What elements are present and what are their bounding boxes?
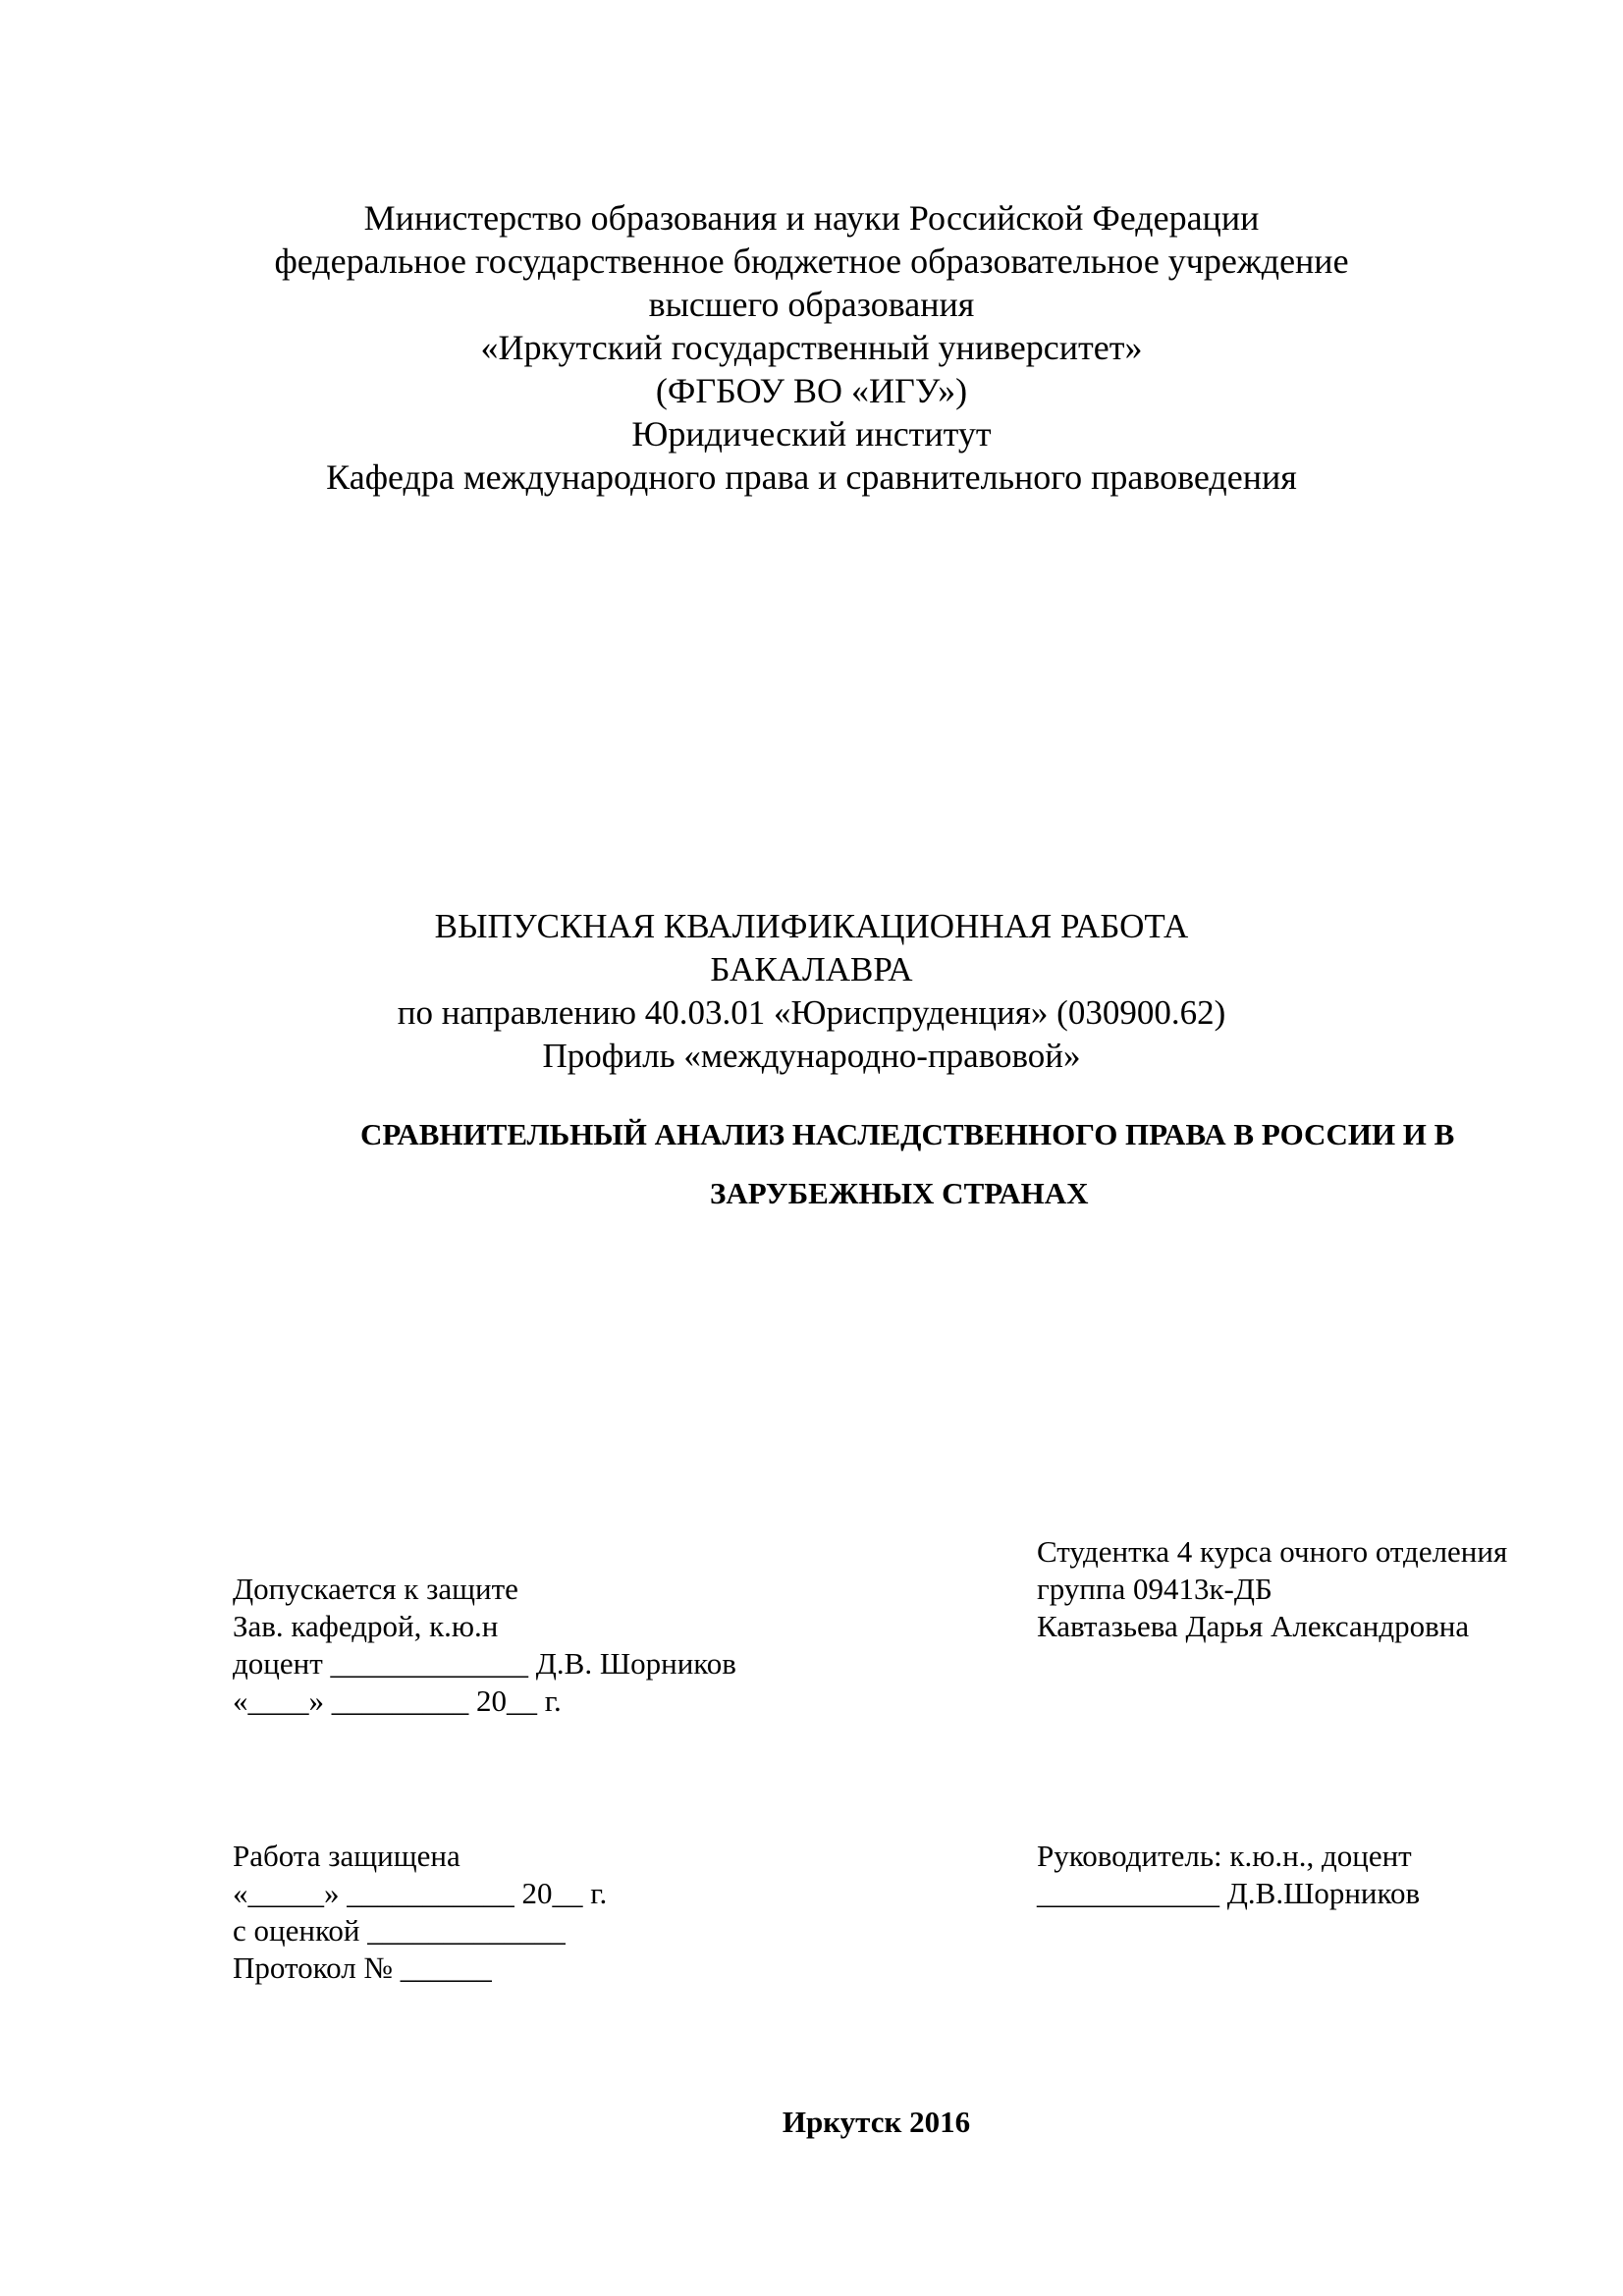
profile-line: Профиль «международно-правовой» [542,1037,1081,1075]
defense-date-line: «_____» ___________ 20__ г. [233,1876,608,1910]
topic-line-2: ЗАРУБЕЖНЫХ СТРАНАХ [710,1176,1089,1210]
admission-date-line: «____» _________ 20__ г. [233,1683,562,1718]
degree-line: БАКАЛАВРА [710,950,913,988]
admission-title: Допускается к защите [233,1572,518,1606]
city-year: Иркутск 2016 [782,2105,971,2139]
university-abbr-line: (ФГБОУ ВО «ИГУ») [655,371,968,410]
student-course: Студентка 4 курса очного отделения [1037,1534,1508,1569]
institution-type-line: федеральное государственное бюджетное образовательное учреждение [274,241,1349,281]
department-line: Кафедра международного права и сравнительного правоведения [326,457,1297,497]
head-of-department: Зав. кафедрой, к.ю.н [233,1609,499,1643]
student-name: Кавтазьева Дарья Александровна [1037,1609,1470,1643]
student-group: группа 09413к-ДБ [1037,1572,1272,1606]
head-signature-line: доцент _____________ Д.В. Шорников [233,1646,736,1681]
university-name-line: «Иркутский государственный университет» [480,328,1143,367]
work-type-line: ВЫПУСКНАЯ КВАЛИФИКАЦИОННАЯ РАБОТА [434,907,1189,945]
supervisor-title: Руководитель: к.ю.н., доцент [1037,1839,1412,1873]
direction-line: по направлению 40.03.01 «Юриспруденция» (030900.62) [397,993,1226,1032]
protocol-line: Протокол № ______ [233,1950,492,1985]
supervisor-signature-line: ____________ Д.В.Шорников [1037,1876,1421,1910]
topic-line-1: СРАВНИТЕЛЬНЫЙ АНАЛИЗ НАСЛЕДСТВЕННОГО ПРАВА В РОССИИ И В [360,1117,1455,1151]
education-level-line: высшего образования [648,285,975,324]
defense-title: Работа защищена [233,1839,460,1873]
defense-grade-line: с оценкой _____________ [233,1913,566,1948]
institute-line: Юридический институт [631,414,992,454]
ministry-line: Министерство образования и науки Российской Федерации [363,198,1260,238]
